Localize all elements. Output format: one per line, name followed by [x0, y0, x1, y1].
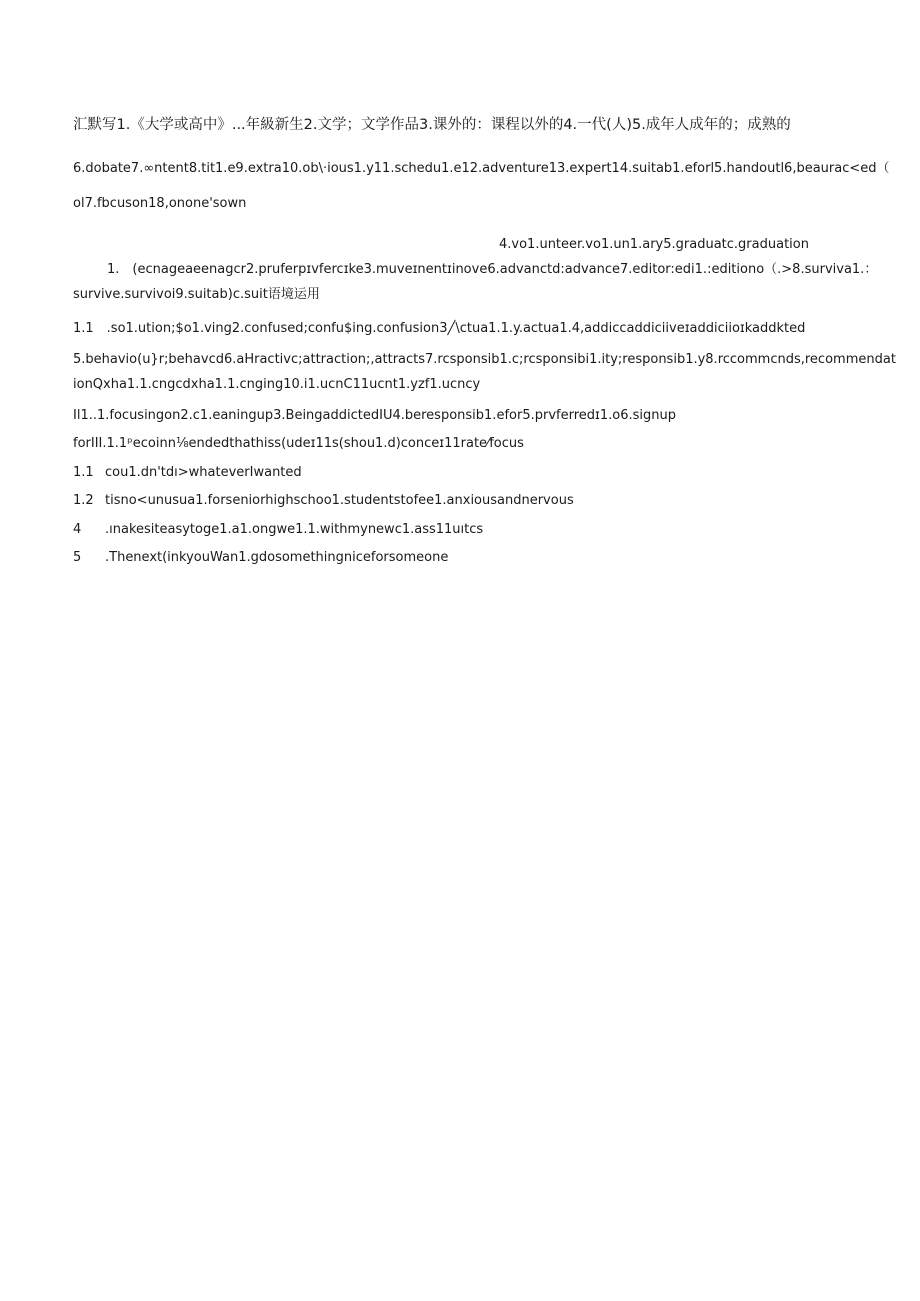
list-item-number: 5 [73, 550, 82, 565]
list-item-text: .ınakesiteasytoge1.a1.ongwe1.1.withmynewc1.ass11uıtcs [105, 522, 484, 537]
text-line-10: Il1..1.focusingon2.c1.eaningup3.BeingaddictedIU4.beresponsib1.efor5.prvferredɪ1.o6.signup [73, 408, 676, 423]
text-line-3: ol7.fbcuson18,onone'sown [73, 196, 247, 211]
list-item-text: cou1.dn'tdı>whateverIwanted [105, 465, 302, 480]
text-line-9: ionQxha1.1.cngcdxha1.1.cnging10.i1.ucnC11ucnt1.yzf1.ucncy [73, 377, 481, 392]
text-line-6: survive.survivoi9.suitab)c.suit语境运用 [73, 287, 320, 302]
text-line-5: 1. (ecnageaeenagcr2.pruferpɪvfercɪke3.muveɪnentɪinove6.advanctd:advance7.editor:edi1.:editiono（.>8.surviva1.： [107, 262, 878, 277]
list-item-text: .Thenext(inkyouWan1.gdosomethingniceforsomeone [105, 550, 449, 565]
list-item [73, 465, 302, 481]
text-line-8: 5.behavio(u}r;behavcd6.aHractivc;attraction;,attracts7.rcsponsib1.c;rcsponsibi1.ity;responsib1.y8.rccommcnds,recommendat [73, 352, 896, 367]
text-line-2: 6.dobate7.∞ntent8.tit1.e9.extra10.ob\·ious1.y11.schedu1.e12.adventure13.expert14.suitab1.eforl5.handoutl6,beaurac<ed（ [73, 161, 890, 176]
list-item-number: 1.1 [73, 465, 94, 480]
text-line-7: 1.1 .so1.ution;$o1.ving2.confused;confu$ing.confusion3╱\ctua1.1.y.actua1.4,addiccaddiciiveɪaddiciioɪkaddkted [73, 321, 806, 336]
list-item-number: 1.2 [73, 493, 94, 508]
list-item-number: 4 [73, 522, 82, 537]
text-line-11: forIII.1.1ᵖecoinn⅛endedthathiss(udeɪ11s(shou1.d)conceɪ11rate⁄focus [73, 436, 524, 451]
list-item [73, 522, 483, 538]
text-line-4: 4.vo1.unteer.vo1.un1.ary5.graduatc.graduation [499, 237, 809, 252]
list-item [73, 493, 574, 509]
list-item [73, 550, 448, 566]
list-item-text: tisno<unusua1.forseniorhighschoo1.studentstofee1.anxiousandnervous [105, 493, 574, 508]
text-line-1: 汇默写1.《大学或高中》...年級新生2.文学；文学作品3.课外的：课程以外的4.一代(人)5.成年人成年的；成熟的 [73, 117, 791, 133]
